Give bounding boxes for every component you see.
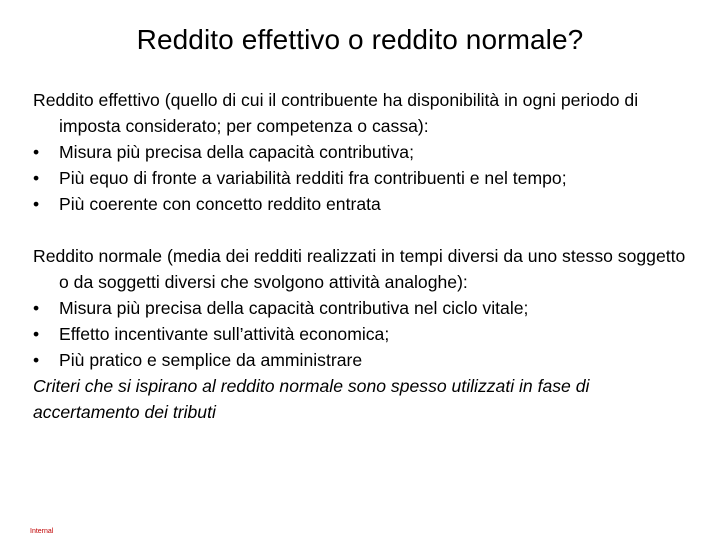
list-item: [33, 321, 688, 347]
bullet-icon: •: [33, 324, 40, 344]
list-item: [33, 139, 688, 165]
bullet-list: [33, 295, 688, 373]
bullet-list: [33, 139, 688, 217]
section-reddito-normale: [33, 243, 688, 425]
section-description: (media dei redditi realizzati in tempi diversi da uno stesso soggetto o da soggetti diversi che svolgono attività analoghe):: [59, 246, 686, 292]
section-term: Reddito effettivo: [33, 90, 160, 110]
italic-note: Criteri che si ispirano al reddito normale sono spesso utilizzati in fase di accertamento dei tributi: [33, 376, 590, 422]
section-reddito-effettivo: [33, 87, 688, 217]
list-item: [33, 191, 688, 217]
classification-label: Internal: [30, 528, 54, 535]
section-description: (quello di cui il contribuente ha disponibilità in ogni periodo di imposta considerato; per competenza o cassa):: [59, 90, 639, 136]
list-item-text: Misura più precisa della capacità contributiva nel ciclo vitale;: [59, 298, 529, 318]
slide-body: [33, 87, 688, 425]
bullet-icon: •: [33, 194, 40, 214]
list-item-text: Misura più precisa della capacità contributiva;: [59, 142, 414, 162]
slide-title: Reddito effettivo o reddito normale?: [136, 24, 584, 55]
section-term: Reddito normale: [33, 246, 163, 266]
list-item-text: Effetto incentivante sull’attività economica;: [59, 324, 390, 344]
section-spacer: [33, 217, 688, 243]
list-item: [33, 165, 688, 191]
bullet-icon: •: [33, 298, 40, 318]
list-item-text: Più coerente con concetto reddito entrata: [59, 194, 381, 214]
section-lead: [33, 243, 688, 295]
list-item-text: Più pratico e semplice da amministrare: [59, 350, 363, 370]
bullet-icon: •: [33, 168, 40, 188]
list-item: [33, 295, 688, 321]
bullet-icon: •: [33, 350, 40, 370]
bullet-icon: •: [33, 142, 40, 162]
list-item-text: Più equo di fronte a variabilità redditi fra contribuenti e nel tempo;: [59, 168, 567, 188]
section-lead: [33, 87, 688, 139]
list-item: [33, 347, 688, 373]
